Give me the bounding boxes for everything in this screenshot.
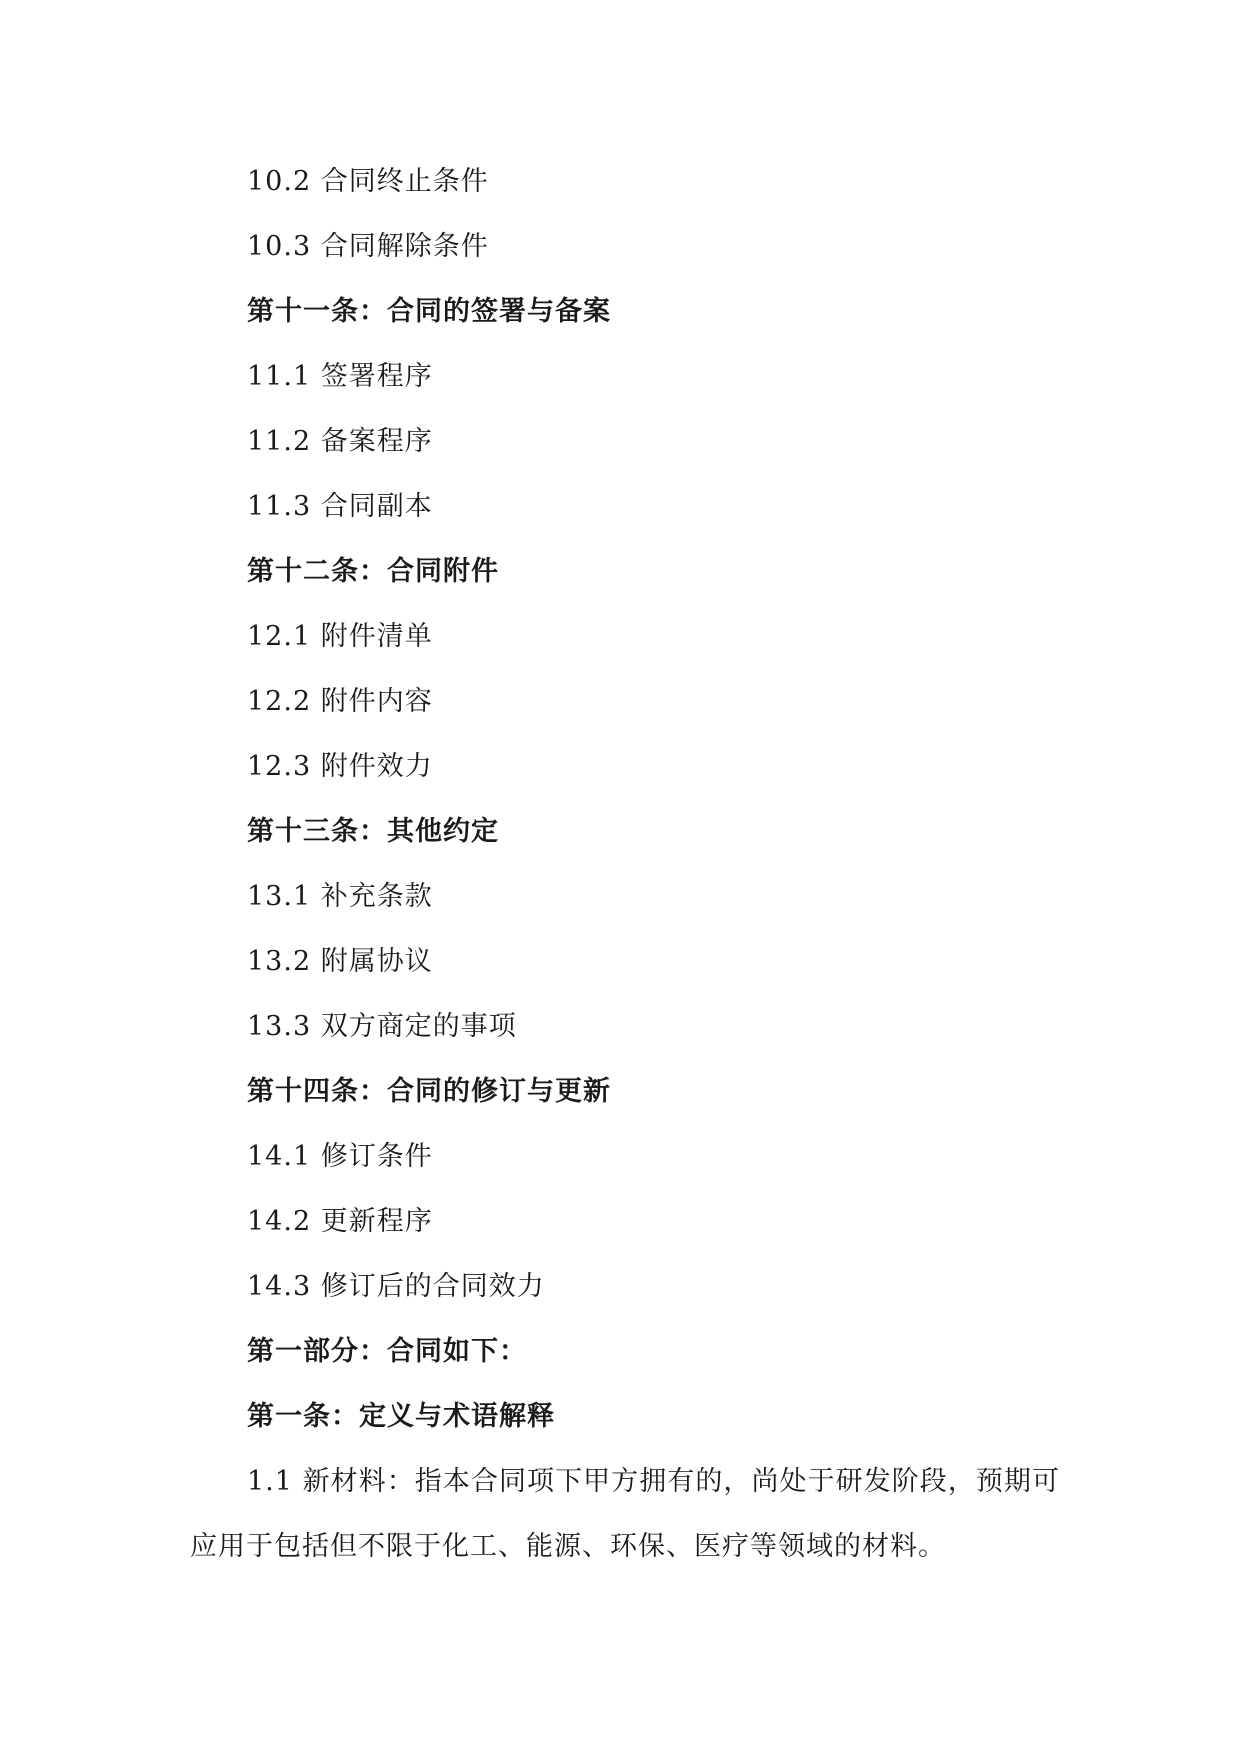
article-13-heading: 第十三条：其他约定 xyxy=(247,816,499,847)
clause-12-3: 12.3 附件效力 xyxy=(247,751,433,782)
clause-12-1: 12.1 附件清单 xyxy=(247,621,433,652)
clause-10-2: 10.2 合同终止条件 xyxy=(247,166,489,197)
part-1-heading: 第一部分：合同如下： xyxy=(247,1336,527,1367)
clause-14-1: 14.1 修订条件 xyxy=(247,1141,433,1172)
clause-13-1: 13.1 补充条款 xyxy=(247,881,433,912)
clause-14-2: 14.2 更新程序 xyxy=(247,1206,433,1237)
definition-paragraph: 1.1 新材料：指本合同项下甲方拥有的，尚处于研发阶段，预期可应用于包括但不限于化工、能源、环保、医疗等领域的材料。 xyxy=(190,1466,1060,1562)
article-1-heading: 第一条：定义与术语解释 xyxy=(247,1401,555,1432)
clause-11-2: 11.2 备案程序 xyxy=(247,426,433,457)
clause-11-1: 11.1 签署程序 xyxy=(247,361,433,392)
clause-11-3: 11.3 合同副本 xyxy=(247,491,433,522)
clause-12-2: 12.2 附件内容 xyxy=(247,686,433,717)
clause-13-2: 13.2 附属协议 xyxy=(247,946,433,977)
article-11-heading: 第十一条：合同的签署与备案 xyxy=(247,296,611,327)
clause-10-3: 10.3 合同解除条件 xyxy=(247,231,489,262)
article-14-heading: 第十四条：合同的修订与更新 xyxy=(247,1076,611,1107)
clause-13-3: 13.3 双方商定的事项 xyxy=(247,1011,517,1042)
clause-14-3: 14.3 修订后的合同效力 xyxy=(247,1271,545,1302)
article-12-heading: 第十二条：合同附件 xyxy=(247,556,499,587)
